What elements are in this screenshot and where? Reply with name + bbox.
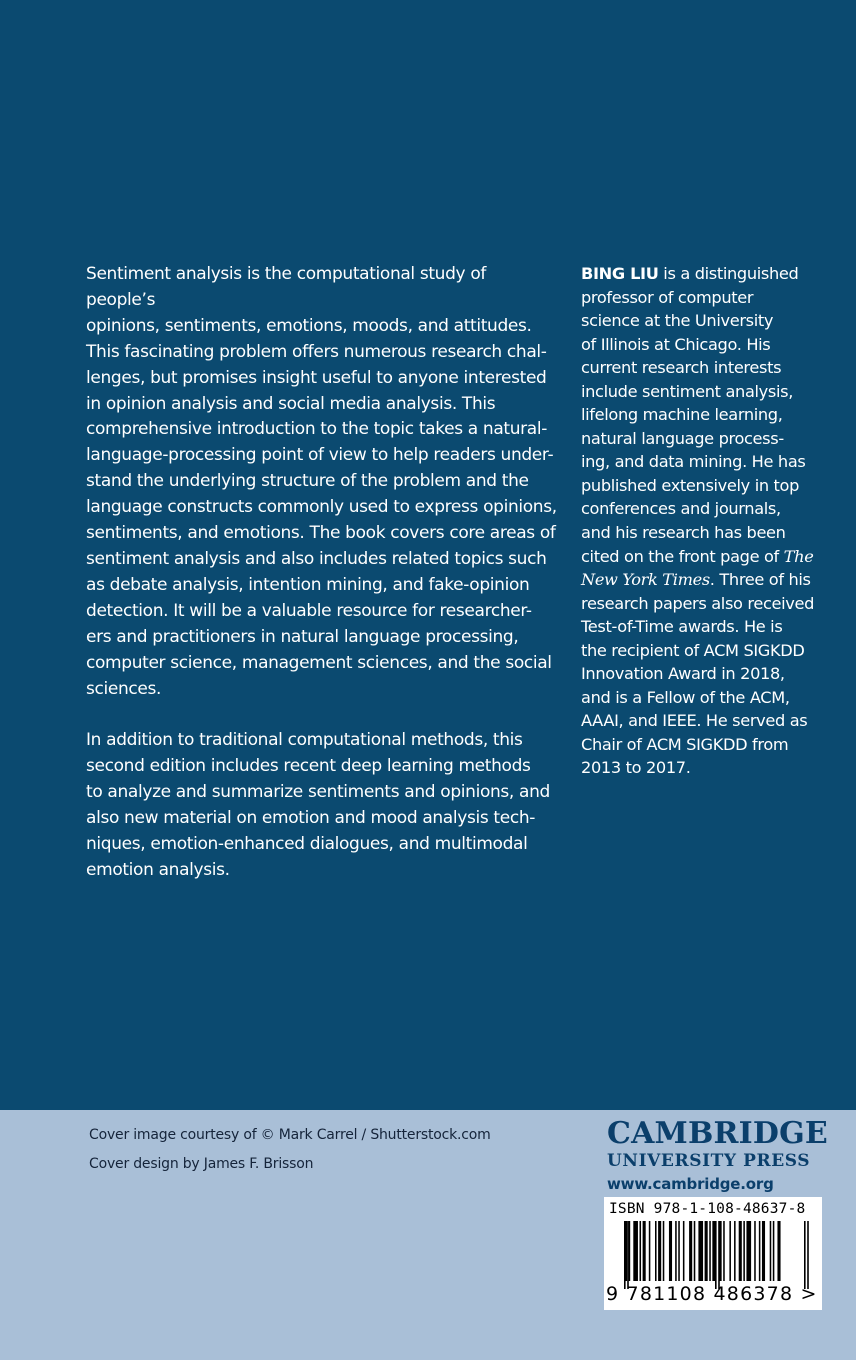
barcode-bar (705, 1221, 708, 1281)
barcode-bar (658, 1221, 661, 1281)
barcode-bar (759, 1221, 761, 1281)
barcode-bar (629, 1221, 631, 1281)
publisher-logo (607, 1118, 828, 1196)
barcode-bar (643, 1221, 646, 1281)
author-name: BING LIU (581, 264, 659, 283)
barcode-bar (655, 1221, 657, 1281)
barcode-bar (663, 1221, 665, 1281)
barcode-bar (709, 1221, 711, 1281)
barcode-bar (683, 1221, 685, 1281)
barcode-bar (723, 1221, 725, 1281)
barcode-bar (698, 1221, 703, 1281)
publisher-name: CAMBRIDGE (607, 1116, 828, 1151)
barcode-bar (678, 1221, 680, 1281)
cover-image-credit: Cover image courtesy of © Mark Carrel / Shutterstock.com (89, 1127, 491, 1143)
barcode-guard-bar (624, 1221, 626, 1289)
barcode-bar (762, 1221, 765, 1281)
isbn-label: ISBN 978-1-108-48637-8 (609, 1201, 806, 1217)
barcode-bar (712, 1221, 715, 1281)
author-bio-text-2: . Three of his research papers also received Test-of-Time awards. He is the recipient of ACM SIGKDD Innovation Award in 2018, and is a Fellow of the ACM, AAAI, and IEEE. He served as Chair of ACM SIGKDD from 2013 to 2017. (581, 570, 815, 778)
barcode-bar (770, 1221, 772, 1281)
barcode-guard-bar (804, 1221, 806, 1289)
barcode-bar (689, 1221, 692, 1281)
isbn-barcode (604, 1197, 822, 1310)
author-bio (581, 262, 831, 780)
description-paragraph-1: Sentiment analysis is the computational study of people’s opinions, sentiments, emotions, moods, and attitudes. This fascinating problem offers numerous research chal- lenges, but promises insight useful to anyone interested in opinion analysis and social media analysis. This comprehensive introduction to the topic takes a natural- language-processing point of view to help readers under- stand the underlying structure of the problem and the language constructs commonly used to express opinions, sentiments, and emotions. The book covers core areas of sentiment analysis and also includes related topics such as debate analysis, intention mining, and fake-opinion detection. It will be a valuable resource for researcher- ers and practitioners in natural language processing, computer science, management sciences, and the social sciences. (86, 264, 557, 699)
barcode-bar (734, 1221, 736, 1281)
author-bio-italic-2: New York Times (581, 570, 710, 590)
author-bio-italic-1: The (783, 546, 814, 566)
barcode-guard-bar (807, 1221, 809, 1289)
barcode-bar (649, 1221, 651, 1281)
barcode-bar (633, 1221, 638, 1281)
cover-credits (89, 1121, 491, 1179)
barcode-bar (743, 1221, 745, 1281)
barcode-bar (640, 1221, 642, 1281)
barcode-bar (669, 1221, 672, 1281)
description-paragraph-2: In addition to traditional computational methods, this second edition includes recent deep learning methods to analyze and summarize sentiments and opinions, and also new material on emotion and mood analysis tech- niques, emotion-enhanced dialogues, and multimodal emotion analysis. (86, 730, 550, 880)
author-bio-text-1: is a distinguished professor of computer science at the University of Illinois at Chicago. His current research interests include sentiment analysis, lifelong machine learning, natural language process- ing, and data mining. He has published extensively in top conferences and journals, and his research has been cited on the front page of (581, 264, 806, 566)
barcode-bar (754, 1221, 756, 1281)
barcode-digits: 9 781108 486378 > (606, 1283, 818, 1305)
book-description (86, 262, 558, 884)
barcode-bar (739, 1221, 742, 1281)
barcode-guard-bar (627, 1221, 629, 1289)
publisher-subtitle: UNIVERSITY PRESS (607, 1151, 811, 1171)
barcode-bar (746, 1221, 751, 1281)
barcode-bar (675, 1221, 677, 1281)
barcode-guard-bar (718, 1221, 720, 1289)
barcode-guard-bar (715, 1221, 717, 1289)
barcode-bar (773, 1221, 775, 1281)
barcode-bar (694, 1221, 696, 1281)
barcode-bar (729, 1221, 731, 1281)
publisher-url: www.cambridge.org (607, 1175, 774, 1193)
barcode-bar (777, 1221, 780, 1281)
cover-design-credit: Cover design by James F. Brisson (89, 1156, 314, 1172)
